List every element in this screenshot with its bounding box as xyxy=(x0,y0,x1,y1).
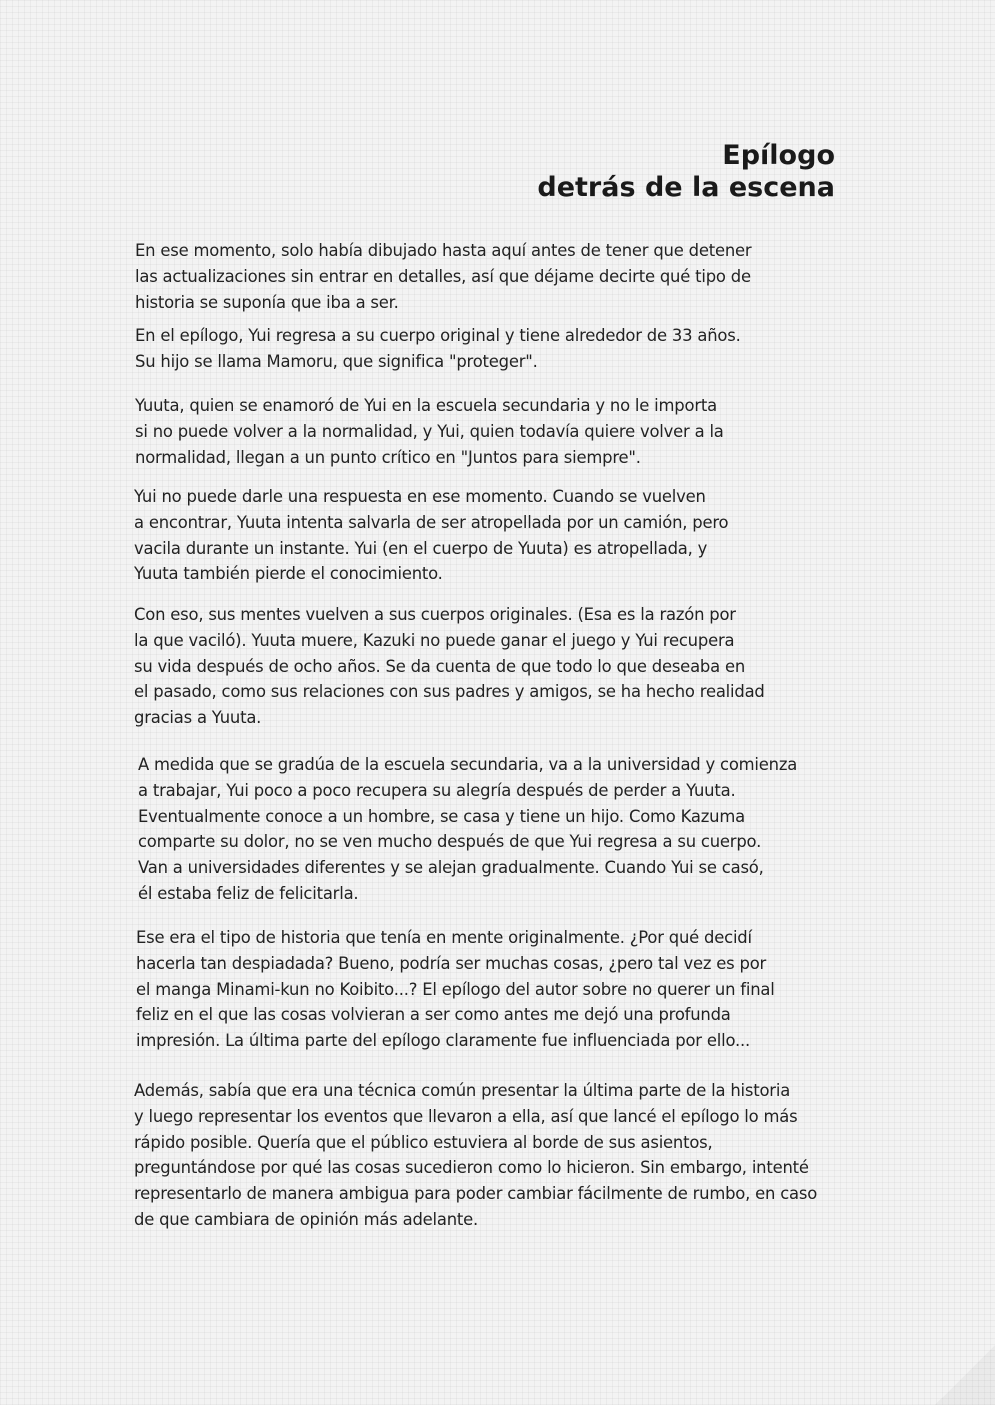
paragraph-line: a trabajar, Yui poco a poco recupera su alegría después de perder a Yuuta. xyxy=(138,780,736,800)
paragraph-line: él estaba feliz de felicitarla. xyxy=(138,883,359,903)
paragraph-line: preguntándose por qué las cosas sucedieron como lo hicieron. Sin embargo, intenté xyxy=(134,1158,809,1178)
paragraph-line: y luego representar los eventos que llevaron a ella, así que lancé el epílogo lo más xyxy=(134,1106,798,1126)
paragraph-8 xyxy=(134,1078,817,1233)
paragraph-1 xyxy=(135,238,751,315)
paragraph-line: las actualizaciones sin entrar en detalles, así que déjame decirte qué tipo de xyxy=(135,266,751,286)
paragraph-line: Yuuta también pierde el conocimiento. xyxy=(134,564,443,584)
page-title xyxy=(537,140,835,204)
paragraph-line: a encontrar, Yuuta intenta salvarla de ser atropellada por un camión, pero xyxy=(134,512,729,532)
paragraph-line: historia se suponía que iba a ser. xyxy=(135,292,399,312)
paragraph-line: En el epílogo, Yui regresa a su cuerpo original y tiene alrededor de 33 años. xyxy=(135,326,741,345)
paragraph-line: vacila durante un instante. Yui (en el cuerpo de Yuuta) es atropellada, y xyxy=(134,538,708,558)
paragraph-line: Además, sabía que era una técnica común presentar la última parte de la historia xyxy=(134,1081,791,1100)
paragraph-line: Su hijo se llama Mamoru, que significa "proteger". xyxy=(135,351,538,371)
paragraph-line: el manga Minami-kun no Koibito...? El epílogo del autor sobre no querer un final xyxy=(136,979,775,999)
paragraph-line: impresión. La última parte del epílogo claramente fue influenciada por ello... xyxy=(136,1031,751,1051)
paragraph-line: Con eso, sus mentes vuelven a sus cuerpos originales. (Esa es la razón por xyxy=(134,605,736,624)
paragraph-line: normalidad, llegan a un punto crítico en "Juntos para siempre". xyxy=(135,447,641,467)
paragraph-7 xyxy=(136,925,775,1054)
paragraph-line: Yuuta, quien se enamoró de Yui en la escuela secundaria y no le importa xyxy=(135,396,717,415)
paragraph-line: feliz en el que las cosas volvieran a ser como antes me dejó una profunda xyxy=(136,1005,731,1025)
paragraph-line: A medida que se gradúa de la escuela secundaria, va a la universidad y comienza xyxy=(138,755,798,774)
paragraph-line: rápido posible. Quería que el público estuviera al borde de sus asientos, xyxy=(134,1132,713,1152)
paragraph-line: representarlo de manera ambigua para poder cambiar fácilmente de rumbo, en caso xyxy=(134,1184,818,1204)
title-line-2: detrás de la escena xyxy=(537,172,835,203)
paragraph-line: gracias a Yuuta. xyxy=(134,708,262,728)
paragraph-4 xyxy=(134,484,728,587)
paragraph-line: de que cambiara de opinión más adelante. xyxy=(134,1209,479,1229)
paragraph-3 xyxy=(135,393,724,470)
paragraph-line: comparte su dolor, no se ven mucho después de que Yui regresa a su cuerpo. xyxy=(138,832,762,852)
page-corner-shading xyxy=(935,1345,995,1405)
paragraph-line: su vida después de ocho años. Se da cuenta de que todo lo que deseaba en xyxy=(134,656,746,676)
paragraph-2 xyxy=(135,323,741,375)
paragraph-line: Yui no puede darle una respuesta en ese momento. Cuando se vuelven xyxy=(134,487,706,506)
paragraph-6 xyxy=(138,752,797,907)
paragraph-line: En ese momento, solo había dibujado hasta aquí antes de tener que detener xyxy=(135,241,752,260)
paragraph-line: el pasado, como sus relaciones con sus padres y amigos, se ha hecho realidad xyxy=(134,682,765,702)
title-line-1: Epílogo xyxy=(722,140,835,171)
paragraph-line: Eventualmente conoce a un hombre, se casa y tiene un hijo. Como Kazuma xyxy=(138,806,745,826)
paragraph-line: Ese era el tipo de historia que tenía en mente originalmente. ¿Por qué decidí xyxy=(136,928,752,947)
paragraph-line: Van a universidades diferentes y se alejan gradualmente. Cuando Yui se casó, xyxy=(138,858,764,878)
paragraph-line: si no puede volver a la normalidad, y Yui, quien todavía quiere volver a la xyxy=(135,421,724,441)
paragraph-5 xyxy=(134,602,765,731)
paragraph-line: la que vaciló). Yuuta muere, Kazuki no puede ganar el juego y Yui recupera xyxy=(134,630,735,650)
paragraph-line: hacerla tan despiadada? Bueno, podría ser muchas cosas, ¿pero tal vez es por xyxy=(136,953,767,973)
